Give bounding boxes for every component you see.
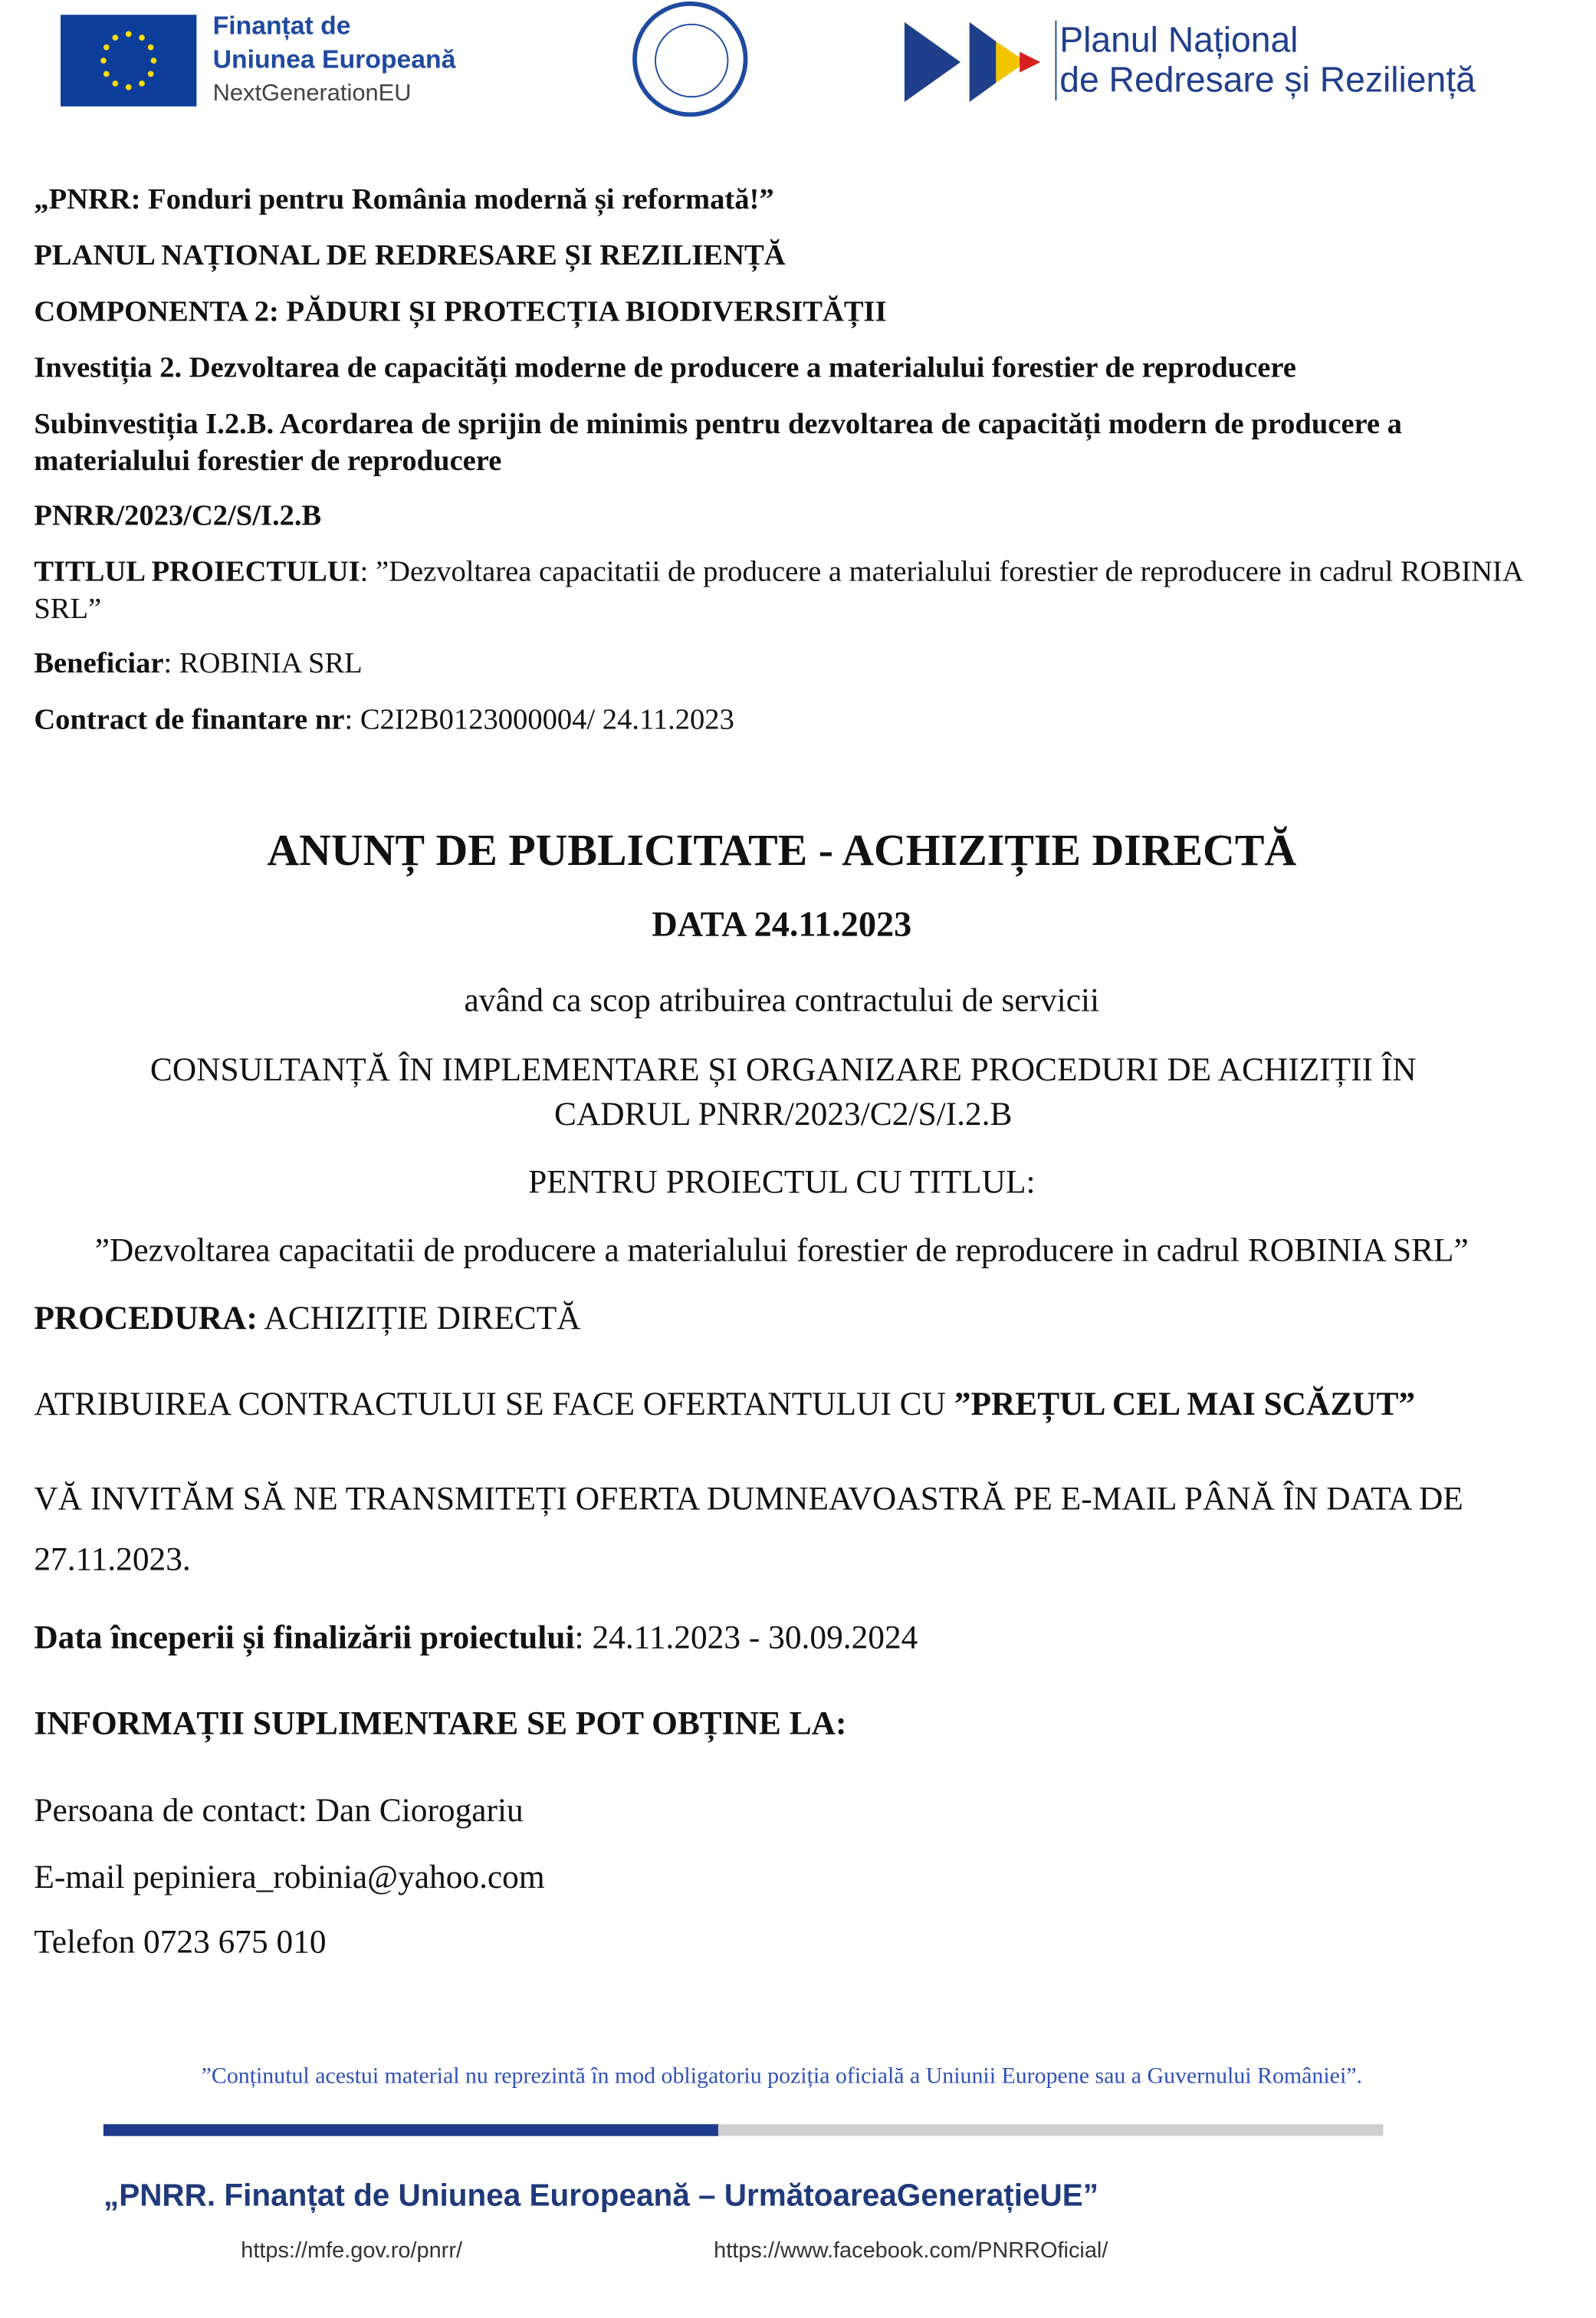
award-criterion: ”PREȚUL CEL MAI SCĂZUT” (954, 1385, 1416, 1422)
scope: având ca scop atribuirea contractului de servicii (464, 981, 1100, 1019)
procedure-value: ACHIZIȚIE DIRECTĂ (257, 1299, 581, 1337)
eu-flag-logo (61, 15, 196, 107)
intro-slogan: „PNRR: Fonduri pentru România modernă și reformată!” (34, 183, 774, 216)
project-name: ”Dezvoltarea capacitatii de producere a materialului forestier de reproducere in cadrul ROBINIA SRL” (94, 1231, 1469, 1269)
contract-label: Contract de finantare nr (34, 703, 345, 737)
pnrr-logo-text (1055, 21, 1475, 100)
award-text: ATRIBUIREA CONTRACTULUI SE FACE OFERTANTULUI CU (34, 1385, 954, 1422)
announcement-date: DATA 24.11.2023 (652, 906, 912, 945)
period-value: : 24.11.2023 - 30.09.2024 (574, 1618, 918, 1656)
pnrr-logo-line2: de Redresare și Reziliență (1059, 61, 1476, 101)
for-project-label: PENTRU PROIECTUL CU TITLUL: (528, 1163, 1036, 1201)
subinvestment: Subinvestiția I.2.B. Acordarea de sprijin de minimis pentru dezvoltarea de capacități modern de producere a materialului forestier de reproducere (34, 408, 1402, 478)
contact-phone: Telefon 0723 675 010 (34, 1923, 327, 1961)
project-title-value: : ”Dezvoltarea capacitatii de producere a materialului forestier de reproducere in cadrul ROBINIA SRL” (34, 555, 1522, 626)
invitation: VĂ INVITĂM SĂ NE TRANSMITEȚI OFERTA DUMNEAVOASTRĂ PE E-MAIL PÂNĂ ÎN DATA DE 27.11.2023. (34, 1479, 1463, 1577)
eu-funding-logo-text (213, 9, 456, 111)
service-name: CONSULTANȚĂ ÎN IMPLEMENTARE ȘI ORGANIZARE PROCEDURI DE ACHIZIȚII ÎN CADRUL PNRR/2023/C2/S/I.2.B (149, 1050, 1417, 1133)
investment: Investiția 2. Dezvoltarea de capacități moderne de producere a materialului forestier de reproducere (34, 351, 1296, 385)
government-seal-logo (632, 2, 747, 117)
procedure-line (34, 1297, 1522, 1341)
contract-value: : C2I2B0123000004/ 24.11.2023 (344, 703, 734, 737)
plan-name: PLANUL NAȚIONAL DE REDRESARE ȘI REZILIENȚĂ (34, 239, 786, 272)
pnrr-arrows-logo (905, 22, 1046, 102)
procedure-label: PROCEDURA: (34, 1299, 258, 1337)
beneficiary-line (34, 646, 1522, 682)
eu-logo-line3: NextGenerationEU (212, 81, 412, 107)
period-label: Data începerii și finalizării proiectului (34, 1618, 575, 1656)
period-line (34, 1616, 1522, 1660)
announcement-title: ANUNȚ DE PUBLICITATE - ACHIZIȚIE DIRECTĂ (267, 826, 1297, 876)
disclaimer: ”Conținutul acestui material nu reprezintă în mod obligatoriu poziția oficială a Uniunii Europene sau a Guvernului României”. (201, 2063, 1362, 2089)
footer-bar-fill (103, 2124, 718, 2136)
project-title-line (34, 554, 1522, 628)
more-info-heading: INFORMAȚII SUPLIMENTARE SE POT OBȚINE LA: (34, 1704, 847, 1741)
eu-logo-line2: Uniunea Europeană (212, 44, 456, 74)
project-code: PNRR/2023/C2/S/I.2.B (34, 499, 322, 533)
award-line (34, 1382, 1552, 1426)
contact-person: Persoana de contact: Dan Ciorogariu (34, 1791, 524, 1829)
contract-line (34, 702, 1522, 739)
project-title-label: TITLUL PROIECTULUI (34, 555, 360, 589)
beneficiary-value: : ROBINIA SRL (163, 647, 363, 680)
eu-stars-icon (100, 31, 156, 90)
pnrr-logo-line1: Planul Național (1059, 20, 1299, 61)
component: COMPONENTA 2: PĂDURI ȘI PROTECȚIA BIODIVERSITĂȚII (34, 295, 887, 328)
contact-email: E-mail pepiniera_robinia@yahoo.com (34, 1858, 545, 1895)
link-mfe[interactable]: https://mfe.gov.ro/pnrr/ (241, 2237, 462, 2264)
coat-of-arms-icon (655, 24, 728, 97)
link-facebook[interactable]: https://www.facebook.com/PNRROficial/ (714, 2237, 1108, 2264)
footer-progress-bar (103, 2124, 1383, 2136)
beneficiary-label: Beneficiar (34, 647, 164, 680)
footer-slogan: „PNRR. Finanțat de Uniunea Europeană – UrmătoareaGenerațieUE” (103, 2178, 1099, 2213)
eu-logo-line1: Finanțat de (212, 10, 351, 41)
